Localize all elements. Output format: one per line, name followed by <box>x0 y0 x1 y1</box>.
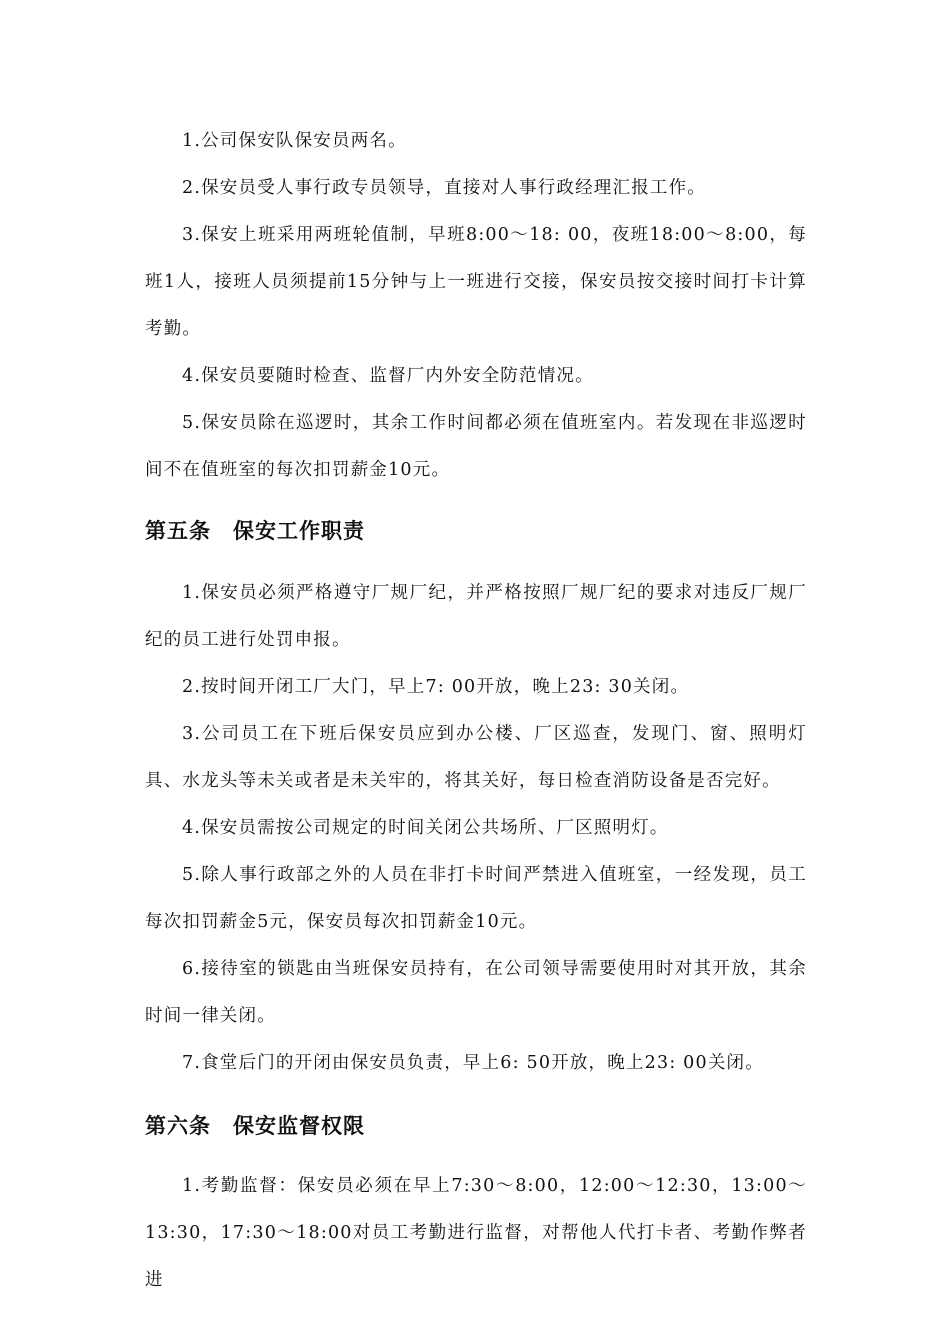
paragraph: 1.公司保安队保安员两名。 <box>182 131 407 151</box>
paragraph: 1.考勤监督：保安员必须在早上7:30～8:00，12:00～12:30，13:00～13:30，17:30～18:00对员工考勤进行监督，对帮他人代打卡者、考勤作弊者进 <box>145 1176 807 1290</box>
paragraph: 6.接待室的锁匙由当班保安员持有，在公司领导需要使用时对其开放，其余时间一律关闭。 <box>145 959 807 1026</box>
paragraph: 2.保安员受人事行政专员领导，直接对人事行政经理汇报工作。 <box>182 178 706 198</box>
paragraph: 5.保安员除在巡逻时，其余工作时间都必须在值班室内。若发现在非巡逻时间不在值班室的每次扣罚薪金10元。 <box>145 413 807 480</box>
section-heading-5: 第五条 保安工作职责 <box>145 519 365 543</box>
document-body <box>145 118 807 1304</box>
paragraph: 4.保安员需按公司规定的时间关闭公共场所、厂区照明灯。 <box>182 818 669 838</box>
paragraph: 3.公司员工在下班后保安员应到办公楼、厂区巡查，发现门、窗、照明灯具、水龙头等未关或者是未关牢的，将其关好，每日检查消防设备是否完好。 <box>145 724 807 791</box>
section-heading-6: 第六条 保安监督权限 <box>145 1114 365 1138</box>
paragraph: 5.除人事行政部之外的人员在非打卡时间严禁进入值班室，一经发现，员工每次扣罚薪金5元，保安员每次扣罚薪金10元。 <box>145 865 807 932</box>
paragraph: 7.食堂后门的开闭由保安员负责，早上6: 50开放，晚上23: 00关闭。 <box>182 1053 764 1073</box>
paragraph: 4.保安员要随时检查、监督厂内外安全防范情况。 <box>182 366 594 386</box>
paragraph: 2.按时间开闭工厂大门，早上7: 00开放，晚上23: 30关闭。 <box>182 677 690 697</box>
paragraph: 1.保安员必须严格遵守厂规厂纪，并严格按照厂规厂纪的要求对违反厂规厂纪的员工进行处罚申报。 <box>145 583 807 650</box>
paragraph: 3.保安上班采用两班轮值制，早班8:00～18: 00，夜班18:00～8:00，每班1人，接班人员须提前15分钟与上一班进行交接，保安员按交接时间打卡计算考勤。 <box>145 225 807 339</box>
